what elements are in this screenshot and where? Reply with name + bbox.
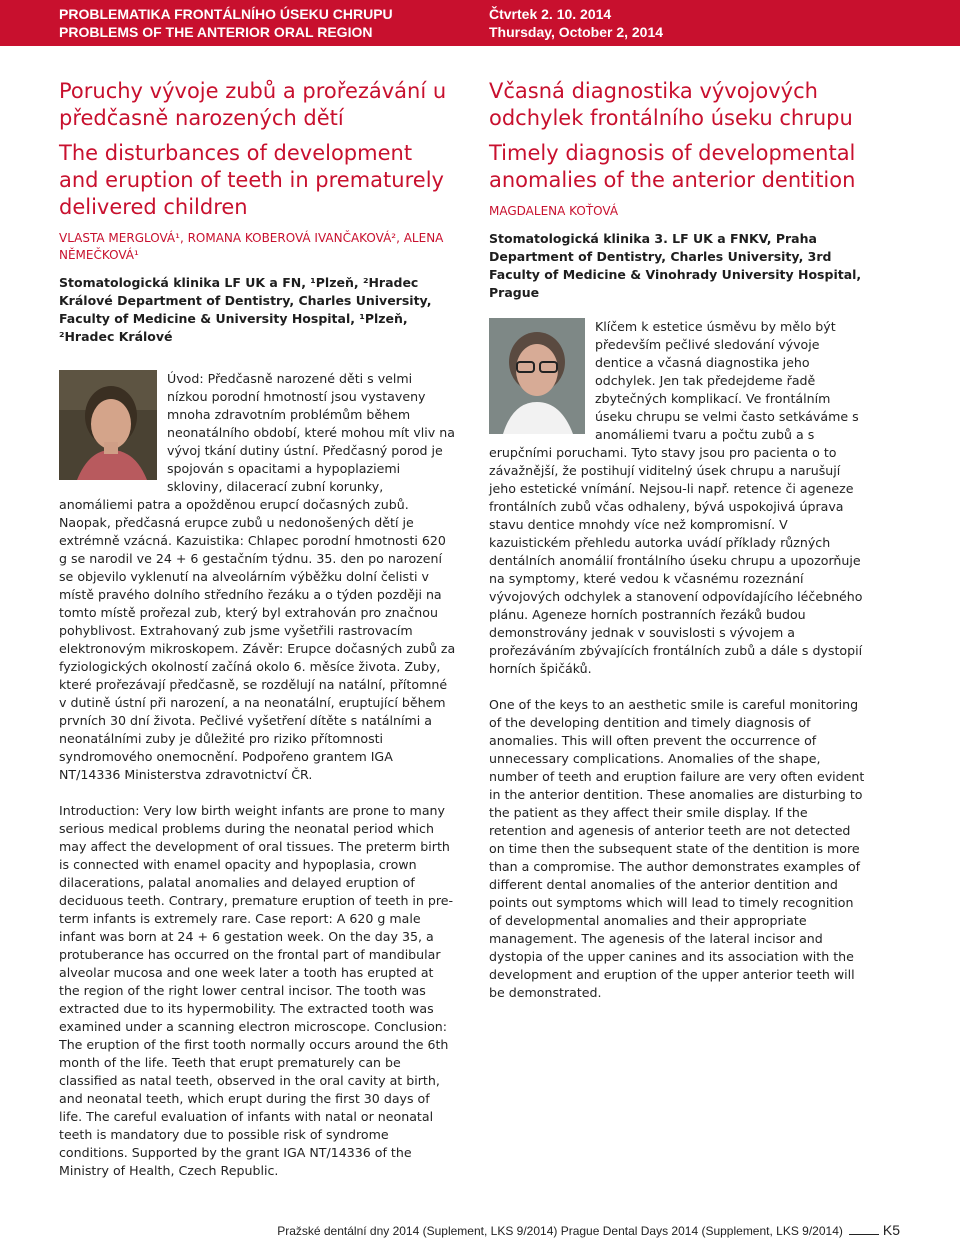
footer-rule [849,1234,879,1235]
left-affiliation: Stomatologická klinika LF UK a FN, ¹Plzeň, ²Hradec Králové Department of Dentistry, Charles University, Faculty of Medicine & University Hospital, ¹Plzeň, ²Hradec Králové [59,275,432,344]
header-date-en: Thursday, October 2, 2014 [489,24,664,40]
right-abstract-cz: Klíčem k estetice úsměvu by mělo být především pečlivé sledování vývoje dentice a včasná diagnostika jeho odchylek. Jen tak předejdeme řadě zbytečných komplikací. Ve frontálním úseku chrupu se velmi často setkáváme s anomáliemi tvaru a počtu zubů a s erupčními poruchami. Tyto stavy jsou pro pacienta o to závažnější, že postihují viditelný úsek chrupu a narušují jeho estetické vnímání. Nejsou-li např. retence či ageneze frontálních zubů včas odhaleny, bývá uspokojivá úprava stavu dentice mnohdy více než kompromisní. V kazuistickém přehledu autorka uvádí příklady různých dentálních anomálií frontálního úseku chrupu a upozorňuje na symptomy, které vedou k včasnému rozeznání vývojových odchylek a stanovení odpovídajícího léčebného plánu. Ageneze horních postranních řezáků budou demonstrovány jednak v souvislosti s vývojem a prořezáváním zbývajících frontálních zubů a dále s dystopií horních špičáků. [489,319,863,676]
left-author-photo [59,370,157,480]
left-title-cz: Poruchy vývoje zubů a prořezávání u předčasně narozených dětí [59,79,447,130]
portrait-image [59,370,157,480]
page-number: K5 [882,1222,900,1238]
left-article [59,78,456,1180]
left-abstract-cz: Úvod: Předčasně narozené děti s velmi nízkou porodní hmotností jsou vystaveny mnoha zdravotním problémům během neonatálního období, které mohou mít vliv na vývoj tkání dutiny ústní. Předčasný porod je spojován s opacitami a hypoplaziemi skloviny, dilacerací zubní korunky, anomáliemi patra a opožděnou erupcí dočasných zubů. Naopak, předčasná erupce zubů u nedonošených dětí je extrémně vzácná. Kazuistika: Chlapec porodní hmotnosti 620 g se narodil ve 24 + 6 gestačním týdnu. 35. den po narození se objevilo vyklenutí na alveolárním výběžku dolní čelisti v místě pravého dolního středního řezáku a o týden později na tomto místě prořezal zub, který byl extrahován pro značnou pohyblivost. Extrahovaný zub jsme vyšetřili rastrovacím elektronovým mikroskopem. Závěr: Erupce dočasných zubů za fyziologických okolností začíná okolo 6. měsíce života. Zuby, které prořezávají předčasně, se rozdělují na natální, přítomné v dutině ústní při narození, a na neonatální, eruptující během prvních 30 dní života. Pečlivé vyšetření dítěte s natálními a neonatálními zuby je důležité pro riziko přítomnosti syndromového onemocnění. Podpořeno grantem IGA NT/14336 Ministerstva zdravotnictví ČR. [59,371,456,782]
header-section-label [59,5,393,41]
header-section-en: PROBLEMS OF THE ANTERIOR ORAL REGION [59,24,373,40]
header-date-cz: Čtvrtek 2. 10. 2014 [489,6,612,22]
footer-citation: Pražské dentální dny 2014 (Suplement, LKS 9/2014) Prague Dental Days 2014 (Supplement, LKS 9/2014) [277,1224,843,1238]
left-abstract-en: Introduction: Very low birth weight infants are prone to many serious medical problems during the neonatal period which may affect the development of oral tissues. The preterm birth is connected with enamel opacity and hypoplasia, crown dilacerations, palatal anomalies and delayed eruption of deciduous teeth. Contrary, premature eruption of teeth in pre-term infants is extremely rare. Case report: A 620 g male infant was born at 24 + 6 gestation week. On the day 35, a protuberance has occurred on the frontal part of mandibular alveolar mucosa and one week later a tooth has erupted at the region of the right lower central incisor. The tooth was extracted due to its hypermobility. The extracted tooth was examined under a scanning electron microscope. Conclusion: The eruption of the first tooth normally occurs around the 6th month of the life. Teeth that erupt prematurely can be classified as natal teeth, observed in the oral cavity at birth, and neonatal teeth, which erupt during the first 30 days of life. The careful evaluation of infants with natal or neonatal teeth is mandatory due to possible risk of syndrome conditions. Supported by the grant IGA NT/14336 of the Ministry of Health, Czech Republic. [59,803,454,1178]
header-section-cz: PROBLEMATIKA FRONTÁLNÍHO ÚSEKU CHRUPU [59,6,393,22]
left-authors: VLASTA MERGLOVÁ¹, ROMANA KOBEROVÁ IVANČAKOVÁ², ALENA NĚMEČKOVÁ¹ [59,231,444,262]
right-authors: MAGDALENA KOŤOVÁ [489,204,619,218]
right-title-en: Timely diagnosis of developmental anomalies of the anterior dentition [489,141,856,192]
right-abstract-en: One of the keys to an aesthetic smile is careful monitoring of the developing dentition and timely diagnosis of anomalies. This will often prevent the occurrence of unnecessary complications. Anomalies of the shape, number of teeth and eruption failure are very often evident in the anterior dentition. These anomalies are disturbing to the patient as they affect their smile display. If the retention and agenesis of anterior teeth are not detected on time then the subsequent state of the dentition is more than a compromise. The author demonstrates examples of different dental anomalies of the anterior dentition and points out symptoms which will lead to timely recognition of developmental anomalies and their appropriate management. The agenesis of the lateral incisor and dystopia of the upper canines and its association with the development and eruption of the upper anterior teeth will be demonstrated. [489,697,865,1000]
right-article [489,78,867,1002]
right-title-cz: Včasná diagnostika vývojových odchylek frontálního úseku chrupu [489,79,853,130]
page-header [0,0,960,46]
left-abstract [59,370,456,1180]
right-affiliation: Stomatologická klinika 3. LF UK a FNKV, Praha Department of Dentistry, Charles University, 3rd Faculty of Medicine & Vinohrady University Hospital, Prague [489,231,862,300]
header-date [489,5,663,41]
left-title-en: The disturbances of development and eruption of teeth in prematurely delivered children [59,141,444,219]
page-footer [0,1222,900,1238]
right-author-photo [489,318,585,434]
right-abstract [489,318,867,1002]
portrait-image [489,318,585,434]
